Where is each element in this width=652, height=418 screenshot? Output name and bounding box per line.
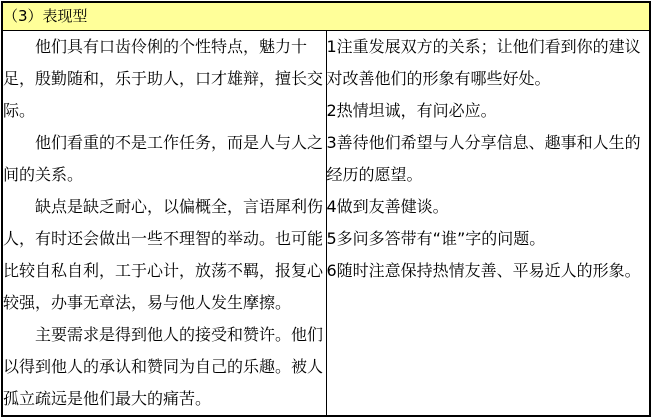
table-header-title: （3）表现型 bbox=[2, 2, 650, 30]
tip-item-1: 1注重发展双方的关系；让他们看到你的建议对改善他们的形象有哪些好处。 bbox=[326, 36, 641, 88]
tip-item-2: 2热情坦诚，有问必应。 bbox=[326, 100, 497, 120]
expressive-type-table bbox=[1, 1, 651, 417]
tips-cell bbox=[326, 30, 650, 416]
trait-paragraph-4: 主要需求是得到他人的接受和赞许。他们以得到他人的承认和赞同为自己的乐趣。被人孤立疏远是他们最大的痛苦。 bbox=[3, 324, 324, 408]
tip-item-4: 4做到友善健谈。 bbox=[326, 196, 449, 216]
traits-cell bbox=[2, 30, 326, 416]
tip-item-6: 6随时注意保持热情友善、平易近人的形象。 bbox=[326, 260, 641, 280]
tip-item-3: 3善待他们希望与人分享信息、趣事和人生的经历的愿望。 bbox=[326, 132, 641, 184]
table-body-row bbox=[2, 30, 650, 416]
tip-item-5: 5多问多答带有“谁”字的问题。 bbox=[326, 228, 546, 248]
trait-paragraph-1: 他们具有口齿伶俐的个性特点，魅力十足，殷勤随和，乐于助人，口才雄辩，擅长交际。 bbox=[3, 36, 324, 120]
table-header-row bbox=[2, 2, 650, 30]
trait-paragraph-3: 缺点是缺乏耐心，以偏概全，言语犀利伤人，有时还会做出一些不理智的举动。也可能比较自私自利，工于心计，放荡不羁，报复心较强，办事无章法，易与他人发生摩擦。 bbox=[3, 196, 324, 312]
trait-paragraph-2: 他们看重的不是工作任务，而是人与人之间的关系。 bbox=[3, 132, 324, 184]
